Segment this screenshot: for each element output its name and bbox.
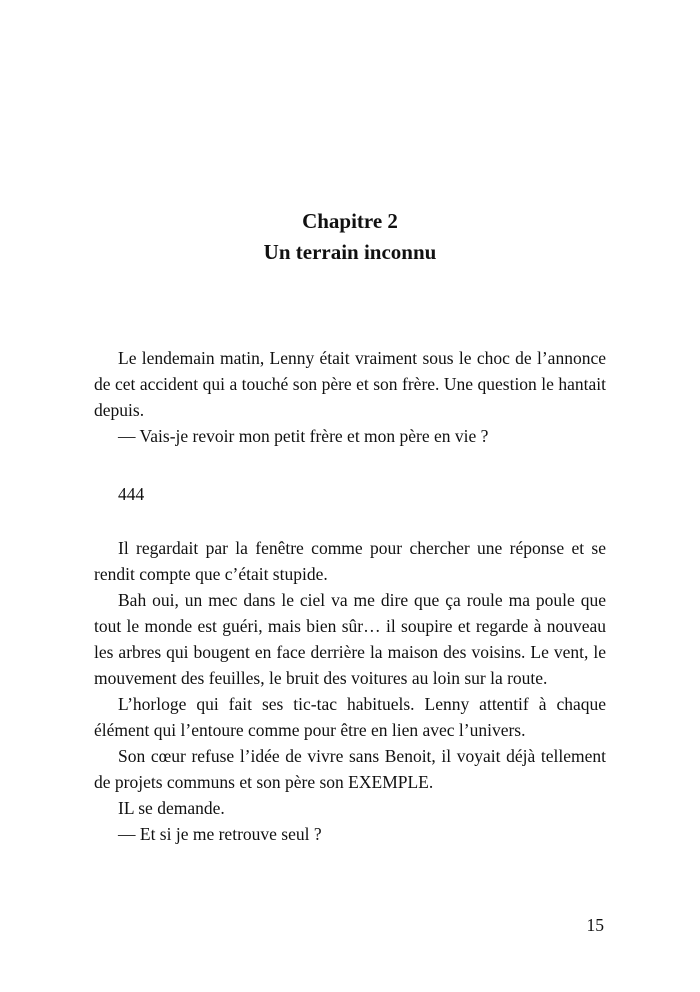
stray-number: 444	[118, 484, 145, 504]
page-number: 15	[586, 915, 604, 935]
dialogue-line: — Et si je me retrouve seul ?	[118, 824, 322, 844]
paragraph: L’horloge qui fait ses tic-tac habituels. Lenny attentif à chaque élément qui l’entoure comme pour être en lien avec l’univers.	[94, 694, 606, 740]
text-block-main	[94, 535, 606, 847]
paragraph: IL se demande.	[118, 798, 225, 818]
paragraph: Il regardait par la fenêtre comme pour chercher une réponse et se rendit compte que c’était stupide.	[94, 538, 606, 584]
paragraph: Son cœur refuse l’idée de vivre sans Benoit, il voyait déjà tellement de projets communs et son père son EXEMPLE.	[94, 746, 606, 792]
chapter-heading	[0, 206, 700, 268]
dialogue-line: — Vais-je revoir mon petit frère et mon père en vie ?	[118, 426, 489, 446]
paragraph: Bah oui, un mec dans le ciel va me dire que ça roule ma poule que tout le monde est guéri, mais bien sûr… il soupire et regarde à nouveau les arbres qui bougent en face derrière la maison des voisins. Le vent, le mouvement des feuilles, le bruit des voitures au loin sur la route.	[94, 590, 606, 688]
chapter-title: Un terrain inconnu	[263, 240, 437, 264]
chapter-number: Chapitre 2	[302, 209, 398, 233]
text-block-opening	[94, 345, 606, 449]
paragraph: Le lendemain matin, Lenny était vraiment sous le choc de l’annonce de cet accident qui a touché son père et son frère. Une question le hantait depuis.	[94, 348, 606, 420]
